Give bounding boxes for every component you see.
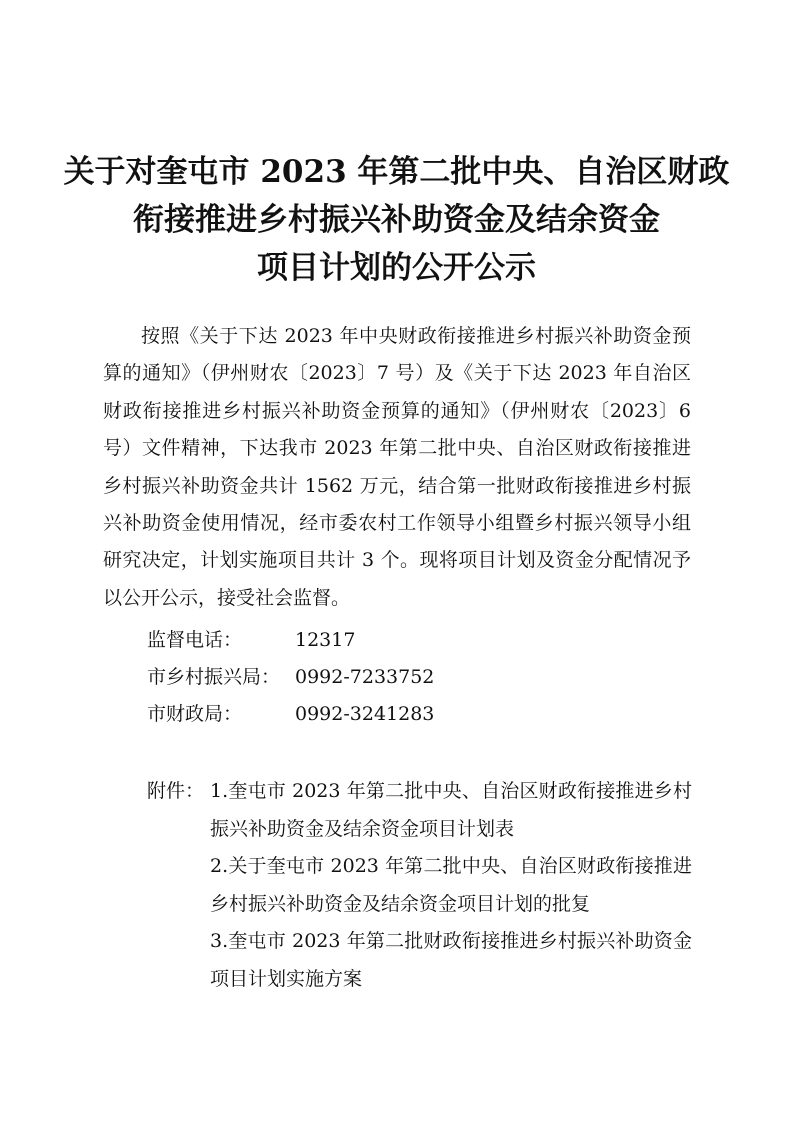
contact-label: 监督电话： — [147, 629, 243, 651]
attachment-item: 2.关于奎屯市 2023 年第二批中央、自治区财政衔接推进乡村振兴补助资金及结余资金项目计划的批复 — [210, 855, 692, 915]
document-title-line-3: 项目计划的公开公示 — [257, 250, 536, 286]
contact-value: 12317 — [295, 629, 356, 651]
document-title-line-1: 关于对奎屯市 2023 年第二批中央、自治区财政 — [63, 154, 730, 190]
body-text — [103, 318, 691, 617]
contact-label: 市财政局： — [147, 703, 243, 725]
attachments-list — [210, 773, 692, 999]
contact-rural-revitalization-bureau — [147, 659, 434, 696]
contact-supervision-phone — [147, 622, 355, 659]
attachments-heading: 附件： — [147, 780, 205, 802]
contact-finance-bureau — [147, 696, 434, 733]
attachment-item: 1.奎屯市 2023 年第二批中央、自治区财政衔接推进乡村振兴补助资金及结余资金项目计划表 — [210, 780, 692, 840]
contact-value: 0992-7233752 — [295, 666, 435, 688]
contact-value: 0992-3241283 — [295, 703, 435, 725]
attachment-item: 3.奎屯市 2023 年第二批财政衔接推进乡村振兴补助资金项目计划实施方案 — [210, 930, 692, 990]
contact-label: 市乡村振兴局： — [147, 666, 281, 688]
document-title-line-2: 衔接推进乡村振兴补助资金及结余资金 — [133, 202, 660, 238]
body-paragraph: 按照《关于下达 2023 年中央财政衔接推进乡村振兴补助资金预算的通知》（伊州财农〔2023〕7 号）及《关于下达 2023 年自治区财政衔接推进乡村振兴补助资金预算的通知》（伊州财农〔2023〕6 号）文件精神，下达我市 2023 年第二批中央、自治区财政衔接推进乡村振兴补助资金共计 1562 万元，结合第一批财政衔接推进乡村振兴补助资金使用情况，经市委农村工作领导小组暨乡村振兴领导小组研究决定，计划实施项目共计 3 个。现将项目计划及资金分配情况予以公开公示，接受社会监督。 — [103, 325, 691, 609]
